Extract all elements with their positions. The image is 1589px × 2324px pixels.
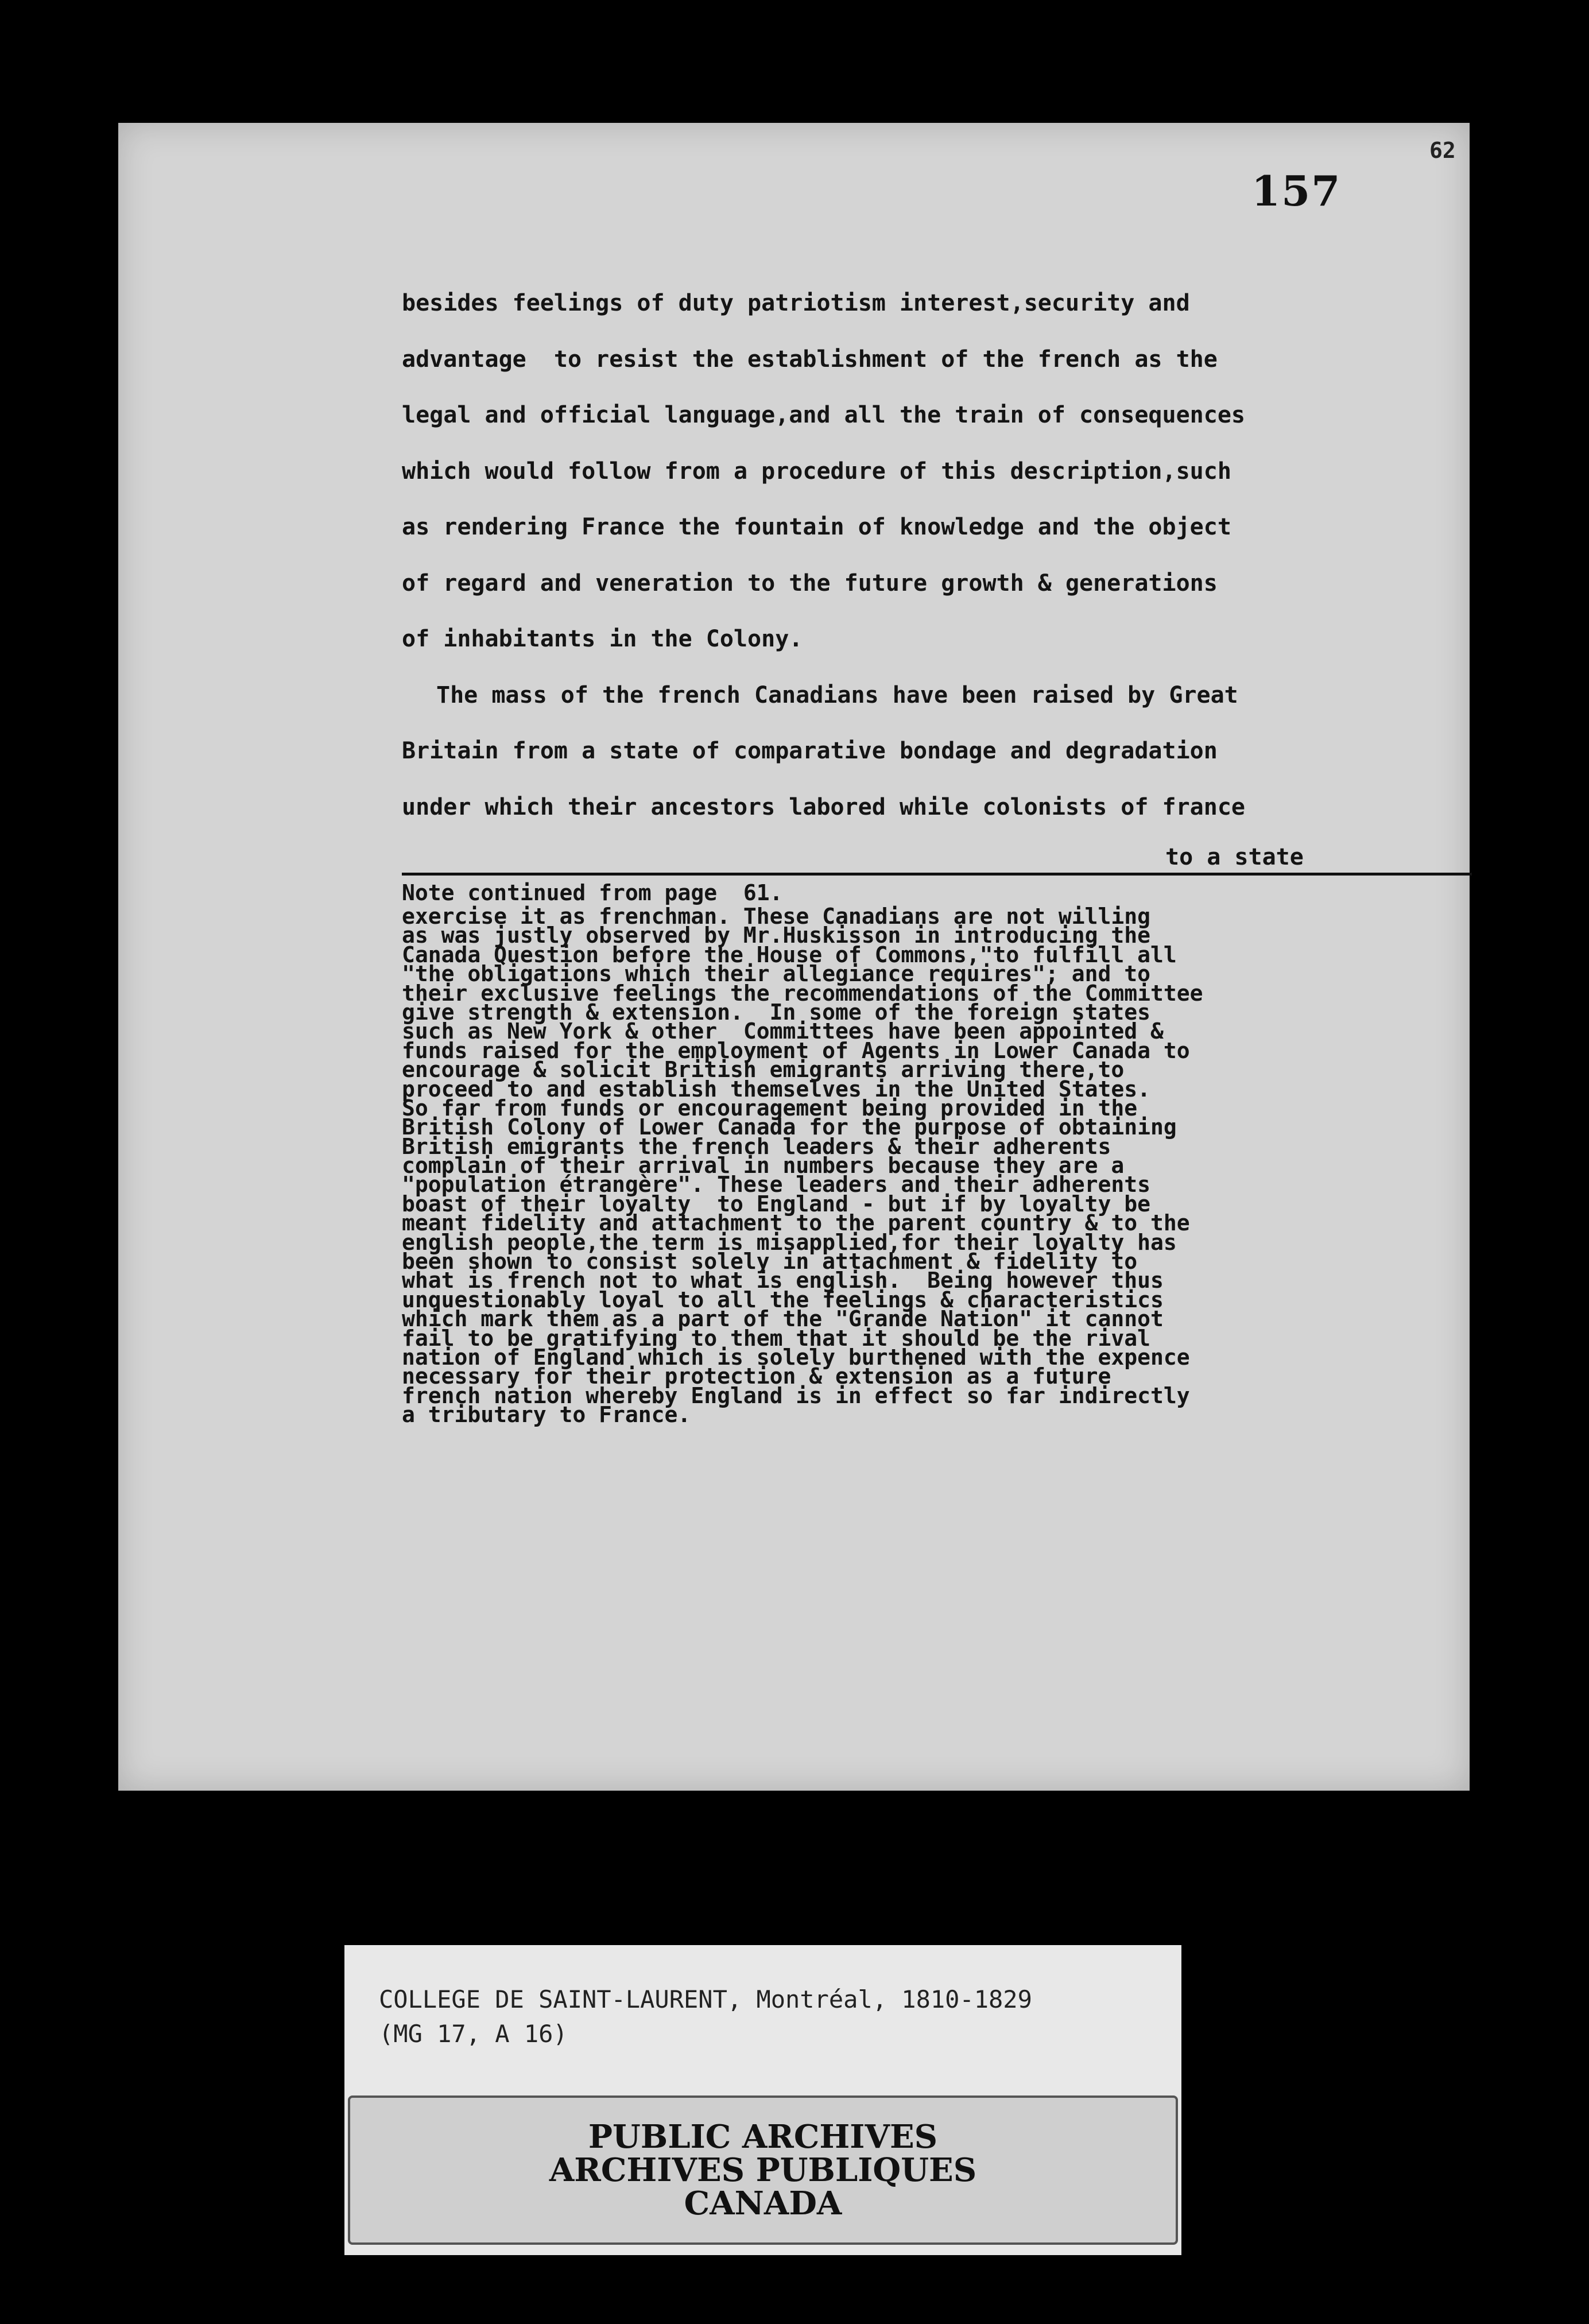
footnote-line: proceed to and establish themselves in the United States.	[402, 1076, 1151, 1102]
footnote-line: funds raised for the employment of Agents in Lower Canada to	[402, 1037, 1190, 1063]
stamp-line: PUBLIC ARCHIVES	[588, 2118, 938, 2156]
footnote-line: a tributary to France.	[402, 1402, 691, 1428]
footnote-line: So far from funds or encouragement being provided in the	[402, 1095, 1138, 1121]
folio-number: 62	[1429, 138, 1456, 163]
footnote-line: give strength & extension. In some of the foreign states	[402, 999, 1151, 1025]
footnote-line: "population étrangère". These leaders and their adherents	[402, 1172, 1151, 1198]
text-line: which would follow from a procedure of this description,such	[402, 458, 1231, 485]
text-line: as rendering France the fountain of knowledge and the object	[402, 514, 1231, 540]
text-line: advantage to resist the establishment of the french as the	[402, 346, 1218, 373]
footnote-line: been shown to consist solely in attachment & fidelity to	[402, 1249, 1138, 1275]
archives-stamp	[348, 2096, 1178, 2245]
footnote-heading: Note continued from page 61.	[402, 880, 783, 905]
footnote-line: complain of their arrival in numbers because they are a	[402, 1153, 1125, 1179]
footnote-line: encourage & solicit British emigrants arriving there,to	[402, 1057, 1125, 1083]
text-line: The mass of the french Canadians have been raised by Great	[436, 681, 1238, 708]
stamp-line: ARCHIVES PUBLIQUES	[549, 2151, 977, 2189]
stamp-line: CANADA	[684, 2184, 842, 2222]
footnote-line: such as New York & other Committees have been appointed &	[402, 1018, 1164, 1044]
text-line: Britain from a state of comparative bondage and degradation	[402, 738, 1218, 764]
footnote-line: which mark them as a part of the "Grande Nation" it cannot	[402, 1306, 1164, 1332]
text-line: of inhabitants in the Colony.	[402, 626, 803, 652]
footnote-line: exercise it as frenchman. These Canadians are not willing	[402, 904, 1151, 929]
footnote-line: British Colony of Lower Canada for the purpose of obtaining	[402, 1114, 1177, 1140]
collection-title: COLLEGE DE SAINT-LAURENT, Montréal, 1810-1829	[379, 1985, 1032, 2013]
text-line: of regard and veneration to the future growth & generations	[402, 570, 1218, 597]
footnote-line: nation of England which is solely burthened with the expence	[402, 1344, 1190, 1370]
text-line: legal and official language,and all the train of consequences	[402, 402, 1246, 428]
text-line: besides feelings of duty patriotism interest,security and	[402, 290, 1190, 316]
page-number: 157	[1251, 166, 1342, 215]
footnote-line: unquestionably loyal to all the feelings & characteristics	[402, 1287, 1164, 1312]
footnote-line: their exclusive feelings the recommendations of the Committee	[402, 980, 1203, 1006]
text-line: under which their ancestors labored while colonists of france	[402, 793, 1246, 820]
main-text-body	[402, 276, 1470, 835]
footnote-line: Canada Question before the House of Commons,"to fulfill all	[402, 942, 1177, 967]
footnote-line: British emigrants the french leaders & their adherents	[402, 1133, 1111, 1159]
footnote-line: french nation whereby England is in effect so far indirectly	[402, 1382, 1190, 1408]
footnote-line: fail to be gratifying to them that it should be the rival	[402, 1325, 1151, 1351]
footnote-divider	[402, 873, 1472, 876]
footnote-line: english people,the term is misapplied,for their loyalty has	[402, 1229, 1177, 1255]
footnote-line: what is french not to what is english. Being however thus	[402, 1268, 1164, 1293]
continuation-text: to a state	[1165, 844, 1304, 870]
footnote-line: as was justly observed by Mr.Huskisson in introducing the	[402, 923, 1151, 948]
footnote-line: necessary for their protection & extension as a future	[402, 1364, 1111, 1389]
footnote-line: boast of their loyalty to England - but if by loyalty be	[402, 1191, 1151, 1217]
footnote-line: "the obligations which their allegiance requires"; and to	[402, 961, 1151, 987]
archive-label-card	[344, 1945, 1181, 2255]
collection-reference: (MG 17, A 16)	[379, 2020, 568, 2048]
footnote-line: meant fidelity and attachment to the parent country & to the	[402, 1210, 1190, 1236]
footnote	[402, 878, 1475, 1428]
